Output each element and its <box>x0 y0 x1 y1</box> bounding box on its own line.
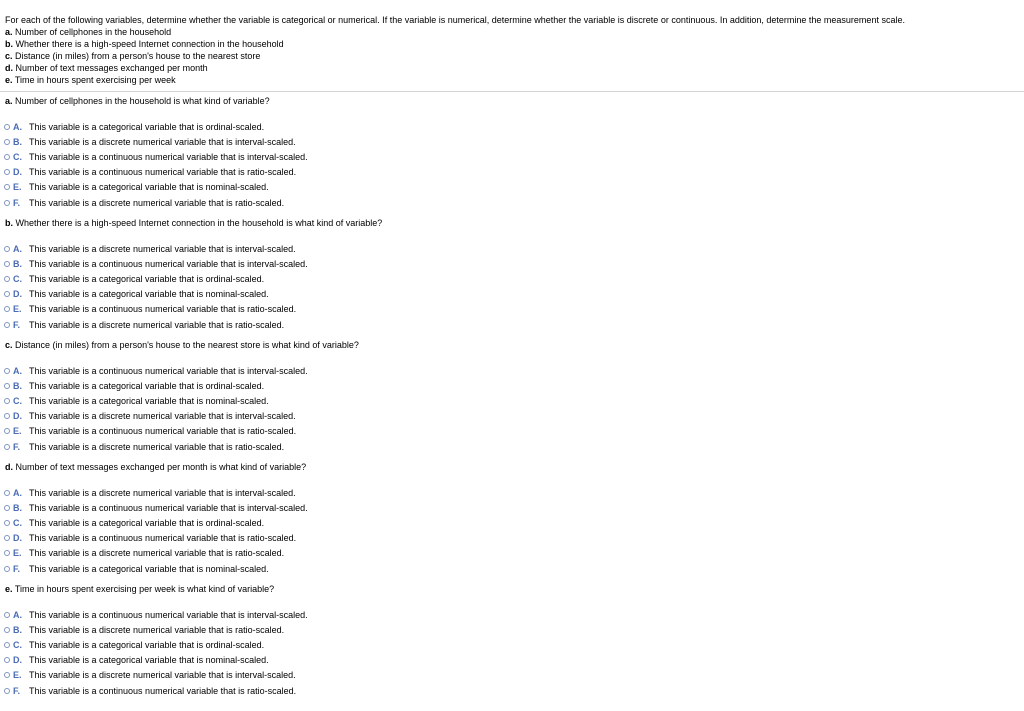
intro-item: e. Time in hours spent exercising per week <box>5 75 176 85</box>
option-text: This variable is a discrete numerical variable that is ratio-scaled. <box>29 441 285 452</box>
radio-button[interactable] <box>4 139 10 145</box>
question-prompt: b. Whether there is a high-speed Internet connection in the household is what kind of variable? <box>5 218 383 228</box>
radio-button[interactable] <box>4 291 10 297</box>
option-text: This variable is a discrete numerical variable that is interval-scaled. <box>29 411 296 422</box>
radio-button[interactable] <box>4 550 10 556</box>
option-text: This variable is a discrete numerical variable that is ratio-scaled. <box>29 625 285 636</box>
answer-option[interactable] <box>4 365 308 377</box>
option-text: This variable is a categorical variable that is ordinal-scaled. <box>29 122 265 132</box>
answer-option[interactable] <box>4 502 308 514</box>
radio-button[interactable] <box>4 520 10 526</box>
option-text: This variable is a categorical variable that is nominal-scaled. <box>29 655 269 666</box>
option-text: This variable is a discrete numerical variable that is interval-scaled. <box>29 670 296 681</box>
answer-option[interactable] <box>4 258 308 270</box>
radio-button[interactable] <box>4 413 10 419</box>
answer-option[interactable] <box>4 669 296 681</box>
option-letter: C. <box>13 152 22 163</box>
answer-option[interactable] <box>4 121 264 133</box>
option-letter: D. <box>13 289 22 300</box>
option-letter: B. <box>13 625 22 636</box>
option-letter: A. <box>13 488 22 498</box>
answer-option[interactable] <box>4 197 284 209</box>
answer-option[interactable] <box>4 487 296 499</box>
option-letter: B. <box>13 381 22 392</box>
option-letter: B. <box>13 259 22 270</box>
answer-option[interactable] <box>4 654 269 666</box>
option-letter: E. <box>13 304 22 315</box>
answer-option[interactable] <box>4 136 296 148</box>
answer-option[interactable] <box>4 517 264 529</box>
option-text: This variable is a discrete numerical variable that is interval-scaled. <box>29 137 296 148</box>
option-text: This variable is a categorical variable that is ordinal-scaled. <box>29 381 265 392</box>
option-text: This variable is a categorical variable that is nominal-scaled. <box>29 563 269 574</box>
option-letter: B. <box>13 503 22 514</box>
option-text: This variable is a continuous numerical variable that is interval-scaled. <box>29 152 308 163</box>
answer-option[interactable] <box>4 273 264 285</box>
option-letter: E. <box>13 548 22 559</box>
option-letter: F. <box>13 563 21 574</box>
question-prompt: a. Number of cellphones in the household is what kind of variable? <box>5 96 270 106</box>
option-text: This variable is a discrete numerical variable that is ratio-scaled. <box>29 548 285 559</box>
option-letter: C. <box>13 640 22 651</box>
radio-button[interactable] <box>4 246 10 252</box>
option-text: This variable is a continuous numerical variable that is interval-scaled. <box>29 503 308 514</box>
intro-item: c. Distance (in miles) from a person's house to the nearest store <box>5 51 261 61</box>
answer-option[interactable] <box>4 303 296 315</box>
option-text: This variable is a continuous numerical variable that is interval-scaled. <box>29 366 308 376</box>
radio-button[interactable] <box>4 566 10 572</box>
option-letter: C. <box>13 518 22 529</box>
radio-button[interactable] <box>4 688 10 694</box>
radio-button[interactable] <box>4 657 10 663</box>
option-letter: A. <box>13 366 22 376</box>
option-text: This variable is a continuous numerical variable that is ratio-scaled. <box>29 304 297 315</box>
option-letter: C. <box>13 274 22 285</box>
option-text: This variable is a categorical variable that is ordinal-scaled. <box>29 518 265 529</box>
option-text: This variable is a categorical variable that is ordinal-scaled. <box>29 274 265 285</box>
answer-option[interactable] <box>4 563 269 575</box>
answer-option[interactable] <box>4 380 264 392</box>
option-letter: E. <box>13 426 22 437</box>
option-letter: B. <box>13 137 22 148</box>
radio-button[interactable] <box>4 642 10 648</box>
intro-item: d. Number of text messages exchanged per month <box>5 63 208 73</box>
option-letter: A. <box>13 610 22 620</box>
answer-option[interactable] <box>4 288 269 300</box>
answer-option[interactable] <box>4 532 296 544</box>
option-letter: D. <box>13 411 22 422</box>
question-prompt: e. Time in hours spent exercising per week is what kind of variable? <box>5 584 275 594</box>
option-text: This variable is a continuous numerical variable that is ratio-scaled. <box>29 533 297 544</box>
radio-button[interactable] <box>4 398 10 404</box>
option-text: This variable is a discrete numerical variable that is ratio-scaled. <box>29 319 285 330</box>
problem-intro <box>5 14 1015 86</box>
option-text: This variable is a discrete numerical variable that is interval-scaled. <box>29 244 296 254</box>
question-prompt: c. Distance (in miles) from a person's house to the nearest store is what kind of variable? <box>5 340 359 350</box>
option-letter: D. <box>13 533 22 544</box>
option-letter: F. <box>13 685 21 696</box>
intro-item: b. Whether there is a high-speed Internet connection in the household <box>5 39 284 49</box>
answer-option[interactable] <box>4 609 308 621</box>
answer-option[interactable] <box>4 319 284 331</box>
radio-button[interactable] <box>4 322 10 328</box>
option-letter: F. <box>13 197 21 208</box>
radio-button[interactable] <box>4 490 10 496</box>
radio-button[interactable] <box>4 261 10 267</box>
instructions-text: For each of the following variables, determine whether the variable is categorical or numerical. If the variable is numerical, determine whether the variable is discrete or continuous. In addition, determine the measurement scale. <box>5 15 905 25</box>
question-prompt: d. Number of text messages exchanged per month is what kind of variable? <box>5 462 307 472</box>
option-text: This variable is a continuous numerical variable that is ratio-scaled. <box>29 426 297 437</box>
option-letter: A. <box>13 122 22 132</box>
answer-option[interactable] <box>4 181 269 193</box>
radio-button[interactable] <box>4 200 10 206</box>
radio-button[interactable] <box>4 184 10 190</box>
answer-option[interactable] <box>4 685 296 697</box>
option-text: This variable is a categorical variable that is nominal-scaled. <box>29 182 269 193</box>
option-letter: A. <box>13 244 22 254</box>
option-text: This variable is a categorical variable that is ordinal-scaled. <box>29 640 265 651</box>
answer-option[interactable] <box>4 151 308 163</box>
answer-option[interactable] <box>4 624 284 636</box>
radio-button[interactable] <box>4 169 10 175</box>
radio-button[interactable] <box>4 124 10 130</box>
option-text: This variable is a categorical variable that is nominal-scaled. <box>29 289 269 300</box>
option-letter: C. <box>13 396 22 407</box>
option-letter: F. <box>13 319 21 330</box>
option-text: This variable is a continuous numerical variable that is interval-scaled. <box>29 259 308 270</box>
divider <box>0 91 1024 92</box>
option-letter: D. <box>13 167 22 178</box>
option-text: This variable is a continuous numerical variable that is ratio-scaled. <box>29 685 297 696</box>
answer-option[interactable] <box>4 243 296 255</box>
answer-option[interactable] <box>4 547 284 559</box>
radio-button[interactable] <box>4 444 10 450</box>
radio-button[interactable] <box>4 428 10 434</box>
radio-button[interactable] <box>4 505 10 511</box>
option-text: This variable is a categorical variable that is nominal-scaled. <box>29 396 269 407</box>
answer-option[interactable] <box>4 410 296 422</box>
option-text: This variable is a discrete numerical variable that is ratio-scaled. <box>29 197 285 208</box>
option-letter: F. <box>13 441 21 452</box>
option-letter: E. <box>13 182 22 193</box>
option-text: This variable is a discrete numerical variable that is interval-scaled. <box>29 488 296 498</box>
intro-item: a. Number of cellphones in the household <box>5 27 172 37</box>
answer-option[interactable] <box>4 395 269 407</box>
radio-button[interactable] <box>4 672 10 678</box>
radio-button[interactable] <box>4 368 10 374</box>
answer-option[interactable] <box>4 166 296 178</box>
answer-option[interactable] <box>4 425 296 437</box>
radio-button[interactable] <box>4 306 10 312</box>
radio-button[interactable] <box>4 383 10 389</box>
radio-button[interactable] <box>4 612 10 618</box>
radio-button[interactable] <box>4 154 10 160</box>
option-text: This variable is a continuous numerical variable that is interval-scaled. <box>29 610 308 620</box>
option-text: This variable is a continuous numerical variable that is ratio-scaled. <box>29 167 297 178</box>
answer-option[interactable] <box>4 639 264 651</box>
radio-button[interactable] <box>4 276 10 282</box>
answer-option[interactable] <box>4 441 284 453</box>
radio-button[interactable] <box>4 627 10 633</box>
option-letter: D. <box>13 655 22 666</box>
radio-button[interactable] <box>4 535 10 541</box>
option-letter: E. <box>13 670 22 681</box>
